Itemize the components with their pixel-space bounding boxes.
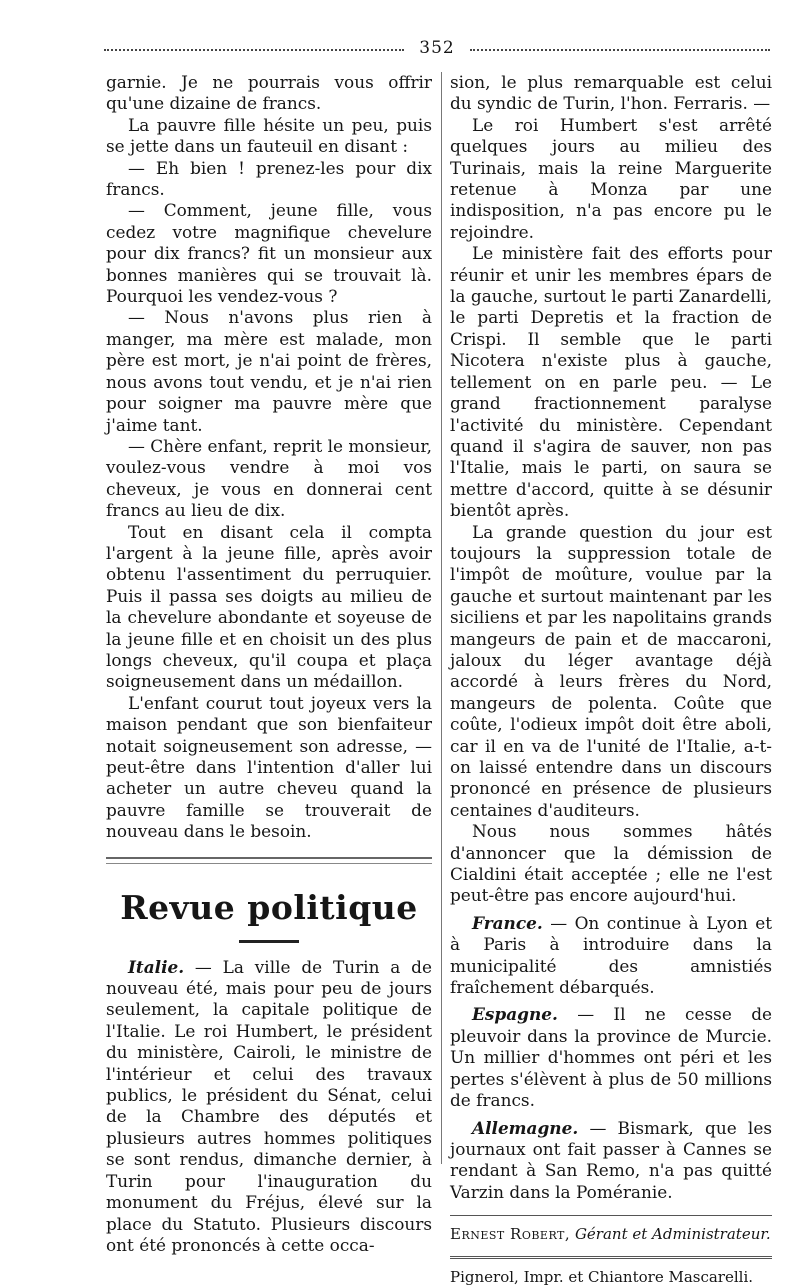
story-paragraph: — Chère enfant, reprit le monsieur, voulez-vous vendre à moi vos cheveux, je vous en donnerai cent francs au lieu de dix. (106, 435, 432, 521)
story-paragraph: Le ministère fait des efforts pour réunir et unir les membres épars de la gauche, surtout le parti Zanardelli, le parti Depretis et la fraction de Crispi. Il semble que le parti Nicotera n'existe plus à gauche, tellement on en parle peu. — Le grand fractionnement paralyse l'activité du ministère. Cependant quand il s'agira de sauver, non pas l'Italie, mais le parti, on saura se mettre d'accord, quitte à se désunir bientôt après. (450, 243, 772, 521)
espagne-text: — Il ne cesse de pleuvoir dans la province de Murcie. Un millier d'hommes ont péri et les pertes s'élèvent à plus de 50 millions de francs. (450, 1004, 772, 1111)
italie-text: — La ville de Turin a de nouveau été, mais pour peu de jours seulement, la capitale politique de l'Italie. Le roi Humbert, le président du ministère, Cairoli, le ministre de l'intérieur et celui des travaux publics, le président du Sénat, celui de la Chambre des députés et plusieurs autres hommes politiques se sont rendus, dimanche dernier, à Turin pour l'inauguration du monument du Fréjus, élevé sur la place du Statuto. Plusieurs discours ont été prononcés à cette occa- (106, 956, 432, 1255)
printer-rule (450, 1256, 772, 1259)
allemagne-paragraph (450, 1118, 772, 1204)
title-underline (239, 940, 299, 943)
country-rubric-italie: Italie. (128, 956, 185, 977)
right-column (450, 72, 772, 1287)
allemagne-text: — Bismark, que les journaux ont fait passer à Cannes se rendant à San Remo, n'a pas quitté Varzin dans la Poméranie. (450, 1117, 772, 1202)
section-separator (106, 857, 432, 864)
page-number: 352 (419, 38, 455, 58)
country-rubric-allemagne: Allemagne. (472, 1117, 579, 1138)
signature-name: Ernest Robert, (450, 1225, 571, 1244)
signature-line (450, 1224, 772, 1244)
story-paragraph: L'enfant courut tout joyeux vers la maison pendant que son bienfaiteur notait soigneusement son adresse, — peut-être dans l'intention d'aller lui acheter un autre cheveu quand la pauvre famille se trouverait de nouveau dans le besoin. (106, 692, 432, 842)
espagne-paragraph (450, 1004, 772, 1111)
story-paragraph: — Comment, jeune fille, vous cedez votre magnifique chevelure pour dix francs? fit un monsieur aux bonnes manières qui se trouvait là. Pourquoi les vendez-vous ? (106, 200, 432, 307)
left-column (106, 72, 432, 1256)
story-paragraph: Tout en disant cela il compta l'argent à la jeune fille, après avoir obtenu l'assentiment du perruquier. Puis il passa ses doigts au milieu de la chevelure abondante et soyeuse de la jeune fille et en choisit un des plus longs cheveux, qu'il coupa et plaça soigneusement dans un médaillon. (106, 521, 432, 692)
france-text: — On continue à Lyon et à Paris à introduire dans la municipalité des amnistiés fraîchement débarqués. (450, 912, 772, 998)
printer-line: Pignerol, Impr. et Chiantore Mascarelli. (450, 1268, 754, 1287)
italie-paragraph (106, 957, 432, 1257)
country-rubric-espagne: Espagne. (472, 1004, 558, 1025)
story-paragraph: Nous nous sommes hâtés d'annoncer que la démission de Cialdini était acceptée ; elle ne l'est peut-être pas encore aujourd'hui. (450, 821, 772, 906)
header-rule-right (470, 49, 770, 51)
country-rubric-france: France. (472, 912, 543, 933)
story-paragraph: La grande question du jour est toujours la suppression totale de l'impôt de moûture, voulue par la gauche et surtout maintenant par les siciliens et par les napolitains grands mangeurs de pain et de maccaroni, jaloux du léger avantage déjà accordé à leurs frères du Nord, mangeurs de polenta. Coûte que coûte, l'odieux impôt doit être aboli, car il en va de l'unité de l'Italie, a-t-on laissé entendre dans un discours prononcé en présence de plusieurs centaines d'auditeurs. (450, 521, 772, 820)
column-divider (441, 72, 442, 1164)
story-paragraph: — Nous n'avons plus rien à manger, ma mère est malade, mon père est mort, je n'ai point de frères, nous avons tout vendu, et je n'ai rien pour soigner ma pauvre mère que j'aime tant. (106, 307, 432, 435)
story-paragraph: sion, le plus remarquable est celui du syndic de Turin, l'hon. Ferraris. — (450, 72, 772, 114)
story-paragraph: La pauvre fille hésite un peu, puis se jette dans un fauteuil en disant : (106, 114, 432, 157)
france-paragraph (450, 913, 772, 999)
page-header (104, 38, 770, 62)
signature-role: Gérant et Administrateur. (574, 1225, 771, 1244)
section-title: Revue politique (120, 887, 418, 927)
signature-rule (450, 1215, 772, 1216)
story-paragraph: — Eh bien ! prenez-les pour dix francs. (106, 157, 432, 200)
story-paragraph: garnie. Je ne pourrais vous offrir qu'une dizaine de francs. (106, 72, 432, 114)
story-paragraph: Le roi Humbert s'est arrêté quelques jours au milieu des Turinais, mais la reine Marguerite retenue à Monza par une indisposition, n'a pas encore pu le rejoindre. (450, 114, 772, 242)
